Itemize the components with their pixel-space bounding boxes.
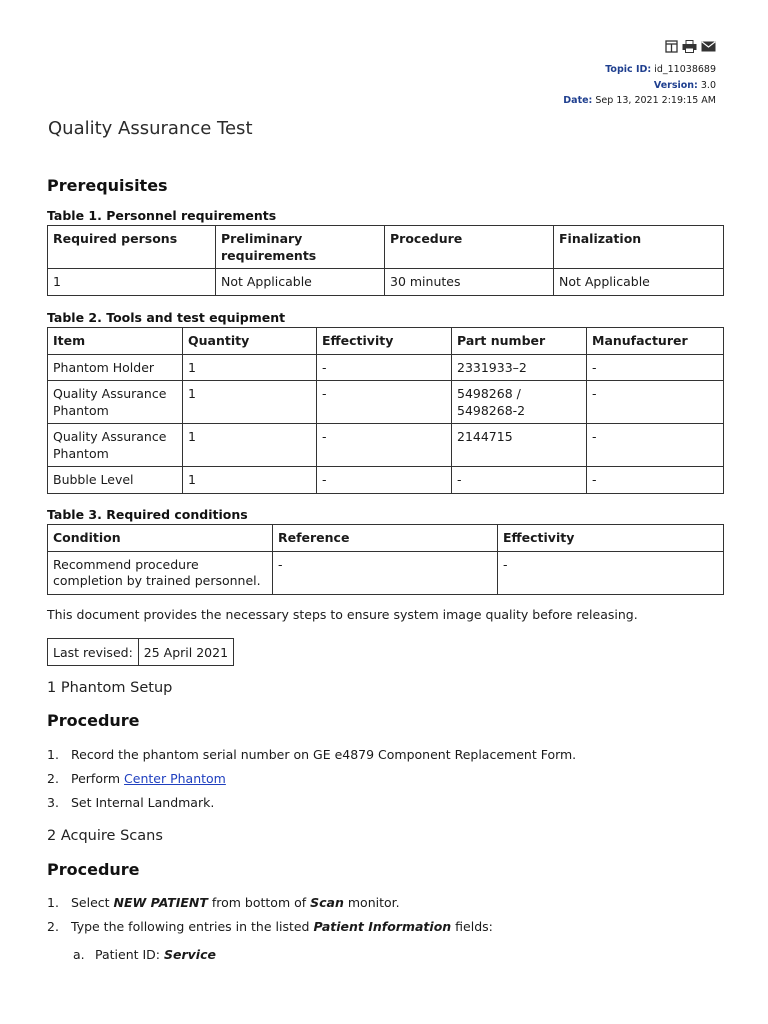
personnel-requirements-table bbox=[47, 225, 724, 296]
table-cell: - bbox=[317, 381, 452, 424]
table-cell: - bbox=[498, 551, 724, 594]
table-row bbox=[48, 467, 724, 494]
table-cell: Phantom Holder bbox=[48, 354, 183, 381]
emphasis-text: Service bbox=[164, 947, 216, 962]
required-conditions-table bbox=[47, 524, 724, 595]
table2-caption: Table 2. Tools and test equipment bbox=[47, 310, 286, 325]
emphasis-text: NEW PATIENT bbox=[113, 895, 208, 910]
step-text: Select bbox=[71, 895, 114, 910]
table-cell: - bbox=[317, 467, 452, 494]
sub-list-item bbox=[73, 947, 216, 962]
column-header: Effectivity bbox=[317, 328, 452, 355]
center-phantom-link[interactable]: Center Phantom bbox=[124, 771, 226, 786]
toc-icon[interactable] bbox=[665, 40, 678, 53]
step-text: Record the phantom serial number on GE e4879 Component Replacement Form. bbox=[71, 747, 577, 762]
column-header: Reference bbox=[273, 525, 498, 552]
list-item bbox=[47, 771, 576, 795]
step-number: 1. bbox=[47, 747, 59, 762]
topic-id-value: id_11038689 bbox=[654, 64, 716, 75]
table-row bbox=[48, 269, 724, 296]
revision-table bbox=[47, 638, 234, 666]
table-cell: Not Applicable bbox=[216, 269, 385, 296]
table-cell: - bbox=[587, 381, 724, 424]
column-header: Item bbox=[48, 328, 183, 355]
list-item bbox=[47, 895, 493, 919]
list-item bbox=[47, 747, 576, 771]
email-icon[interactable] bbox=[701, 41, 716, 52]
table-cell: - bbox=[273, 551, 498, 594]
table-cell: 1 bbox=[183, 424, 317, 467]
column-header: Effectivity bbox=[498, 525, 724, 552]
topic-id-label: Topic ID: bbox=[605, 64, 652, 75]
table-header-row bbox=[48, 328, 724, 355]
section2-steps bbox=[47, 895, 493, 943]
date-label: Date: bbox=[563, 95, 593, 106]
column-header: Required persons bbox=[48, 226, 216, 269]
version-value: 3.0 bbox=[700, 79, 716, 91]
revision-label: Last revised: bbox=[48, 639, 139, 666]
table-cell: 2144715 bbox=[452, 424, 587, 467]
step-number: 2. bbox=[47, 919, 59, 934]
table-row bbox=[48, 424, 724, 467]
list-item bbox=[47, 919, 493, 943]
step-text: monitor. bbox=[343, 895, 400, 910]
table-cell: 2331933–2 bbox=[452, 354, 587, 381]
section1-procedure-heading: Procedure bbox=[47, 711, 140, 730]
table-header-row bbox=[48, 525, 724, 552]
table-cell: Not Applicable bbox=[554, 269, 724, 296]
document-toolbar bbox=[665, 40, 716, 53]
section1-heading: 1 Phantom Setup bbox=[47, 680, 173, 696]
emphasis-text: Patient Information bbox=[313, 919, 452, 934]
table1-caption: Table 1. Personnel requirements bbox=[47, 208, 277, 223]
revision-date: 25 April 2021 bbox=[138, 639, 233, 666]
step-text: from bottom of bbox=[207, 895, 311, 910]
section1-steps bbox=[47, 747, 576, 819]
table-cell: - bbox=[317, 424, 452, 467]
step-number: 2. bbox=[47, 771, 59, 786]
column-header: Condition bbox=[48, 525, 273, 552]
table-cell: - bbox=[587, 424, 724, 467]
table-cell: 1 bbox=[183, 354, 317, 381]
section2-procedure-heading: Procedure bbox=[47, 860, 140, 879]
table-cell: - bbox=[317, 354, 452, 381]
table-cell: Quality Assurance Phantom bbox=[48, 381, 183, 424]
step-text: Set Internal Landmark. bbox=[71, 795, 215, 810]
emphasis-text: Scan bbox=[310, 895, 344, 910]
topic-metadata bbox=[563, 62, 716, 109]
table3-caption: Table 3. Required conditions bbox=[47, 507, 248, 522]
table-header-row bbox=[48, 226, 724, 269]
prerequisites-heading: Prerequisites bbox=[47, 176, 168, 195]
list-item bbox=[47, 795, 576, 819]
version-label: Version: bbox=[653, 79, 698, 91]
sub-step-letter: a. bbox=[73, 947, 85, 962]
page-title: Quality Assurance Test bbox=[48, 118, 253, 139]
print-icon[interactable] bbox=[682, 40, 697, 53]
table-cell: - bbox=[587, 354, 724, 381]
table-cell: Bubble Level bbox=[48, 467, 183, 494]
step-text: Type the following entries in the listed bbox=[71, 919, 314, 934]
table-cell: - bbox=[587, 467, 724, 494]
column-header: Preliminary requirements bbox=[216, 226, 385, 269]
table-row bbox=[48, 381, 724, 424]
step-number: 1. bbox=[47, 895, 59, 910]
column-header: Procedure bbox=[385, 226, 554, 269]
table-cell: - bbox=[452, 467, 587, 494]
table-cell: 1 bbox=[48, 269, 216, 296]
table-cell: 5498268 / 5498268-2 bbox=[452, 381, 587, 424]
table-cell: 1 bbox=[183, 467, 317, 494]
table-cell: 30 minutes bbox=[385, 269, 554, 296]
table-row bbox=[48, 354, 724, 381]
table-cell: 1 bbox=[183, 381, 317, 424]
section2-heading: 2 Acquire Scans bbox=[47, 828, 163, 844]
sub-step-label: Patient ID: bbox=[95, 947, 164, 962]
table-row bbox=[48, 551, 724, 594]
intro-paragraph: This document provides the necessary steps to ensure system image quality before releasing. bbox=[47, 607, 638, 622]
tools-equipment-table bbox=[47, 327, 724, 494]
date-value: Sep 13, 2021 2:19:15 AM bbox=[595, 95, 716, 106]
table-cell: Quality Assurance Phantom bbox=[48, 424, 183, 467]
step-text: fields: bbox=[451, 919, 493, 934]
step-number: 3. bbox=[47, 795, 59, 810]
column-header: Finalization bbox=[554, 226, 724, 269]
table-row bbox=[48, 639, 234, 666]
step-text: Perform bbox=[71, 771, 125, 786]
column-header: Quantity bbox=[183, 328, 317, 355]
column-header: Part number bbox=[452, 328, 587, 355]
table-cell: Recommend procedure completion by trained personnel. bbox=[48, 551, 273, 594]
column-header: Manufacturer bbox=[587, 328, 724, 355]
